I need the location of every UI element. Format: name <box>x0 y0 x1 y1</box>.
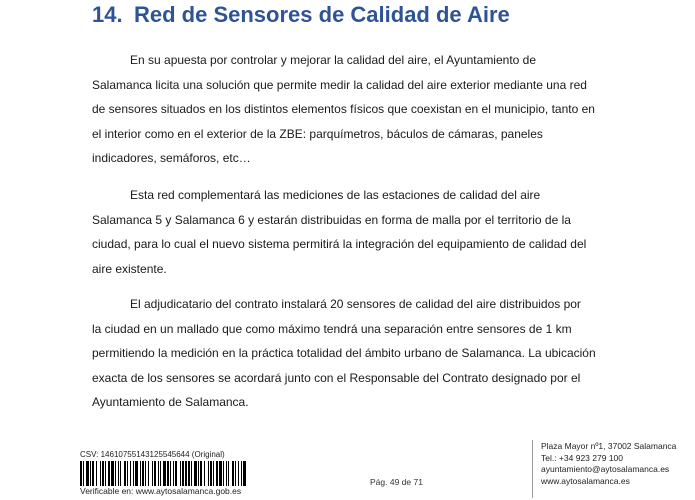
paragraph-line: Salamanca licita una solución que permite medir la calidad del aire exterior mediante una red <box>92 77 587 92</box>
paragraph-3 <box>92 292 602 415</box>
paragraph-line: aire existente. <box>92 261 167 276</box>
paragraph-line: ciudad, para lo cual el nuevo sistema permitirá la integración del equipamiento de calidad del <box>92 237 587 251</box>
paragraph-line: Ayuntamiento de Salamanca. <box>92 395 249 409</box>
paragraph-line: Salamanca 5 y Salamanca 6 y estarán distribuidas en forma de malla por el territorio de la <box>92 212 571 227</box>
paragraph-line: permitiendo la medición en la práctica totalidad del ámbito urbano de Salamanca. La ubicación <box>92 346 596 360</box>
section-heading <box>92 0 612 30</box>
footer-divider <box>532 440 533 498</box>
paragraph-line: indicadores, semáforos, etc… <box>92 151 251 165</box>
section-title: Red de Sensores de Calidad de Aire <box>134 2 510 27</box>
paragraph-line: Esta red complementará las mediciones de las estaciones de calidad del aire <box>130 188 541 202</box>
section-number: 14. <box>92 2 123 27</box>
paragraph-line: En su apuesta por controlar y mejorar la calidad del aire, el Ayuntamiento de <box>130 53 537 67</box>
paragraph-line: El adjudicatario del contrato instalará 20 sensores de calidad del aire distribuidos por <box>130 297 581 311</box>
email-link[interactable]: ayuntamiento@aytosalamanca.es <box>541 464 670 474</box>
paragraph-1 <box>92 48 602 171</box>
verification-url[interactable]: Verificable en: www.aytosalamanca.gob.es <box>80 486 242 496</box>
paragraph-2 <box>92 183 602 281</box>
footer-verification <box>80 450 280 496</box>
paragraph-line: el interior como en el exterior de la ZBE: parquímetros, báculos de cámaras, paneles <box>92 126 543 141</box>
paragraph-line: de sensores situados en los distintos elementos físicos que coexistan en el municipio, tanto en <box>92 102 595 116</box>
address-line: Plaza Mayor nº1, 37002 Salamanca <box>541 441 677 451</box>
paragraph-line: la ciudad en un mallado que como máximo tendrá una separación entre sensores de 1 km <box>92 321 572 336</box>
website-link[interactable]: www.aytosalamanca.es <box>541 475 630 486</box>
barcode-icon <box>80 461 248 486</box>
phone-line: Tel.: +34 923 279 100 <box>541 452 623 463</box>
footer-contact <box>541 441 676 487</box>
page-number: Pág. 49 de 71 <box>370 477 423 487</box>
paragraph-line: exacta de los sensores se acordará junto con el Responsable del Contrato designado por el <box>92 370 581 385</box>
csv-code: CSV: 14610755143125545644 (Original) <box>80 450 225 459</box>
